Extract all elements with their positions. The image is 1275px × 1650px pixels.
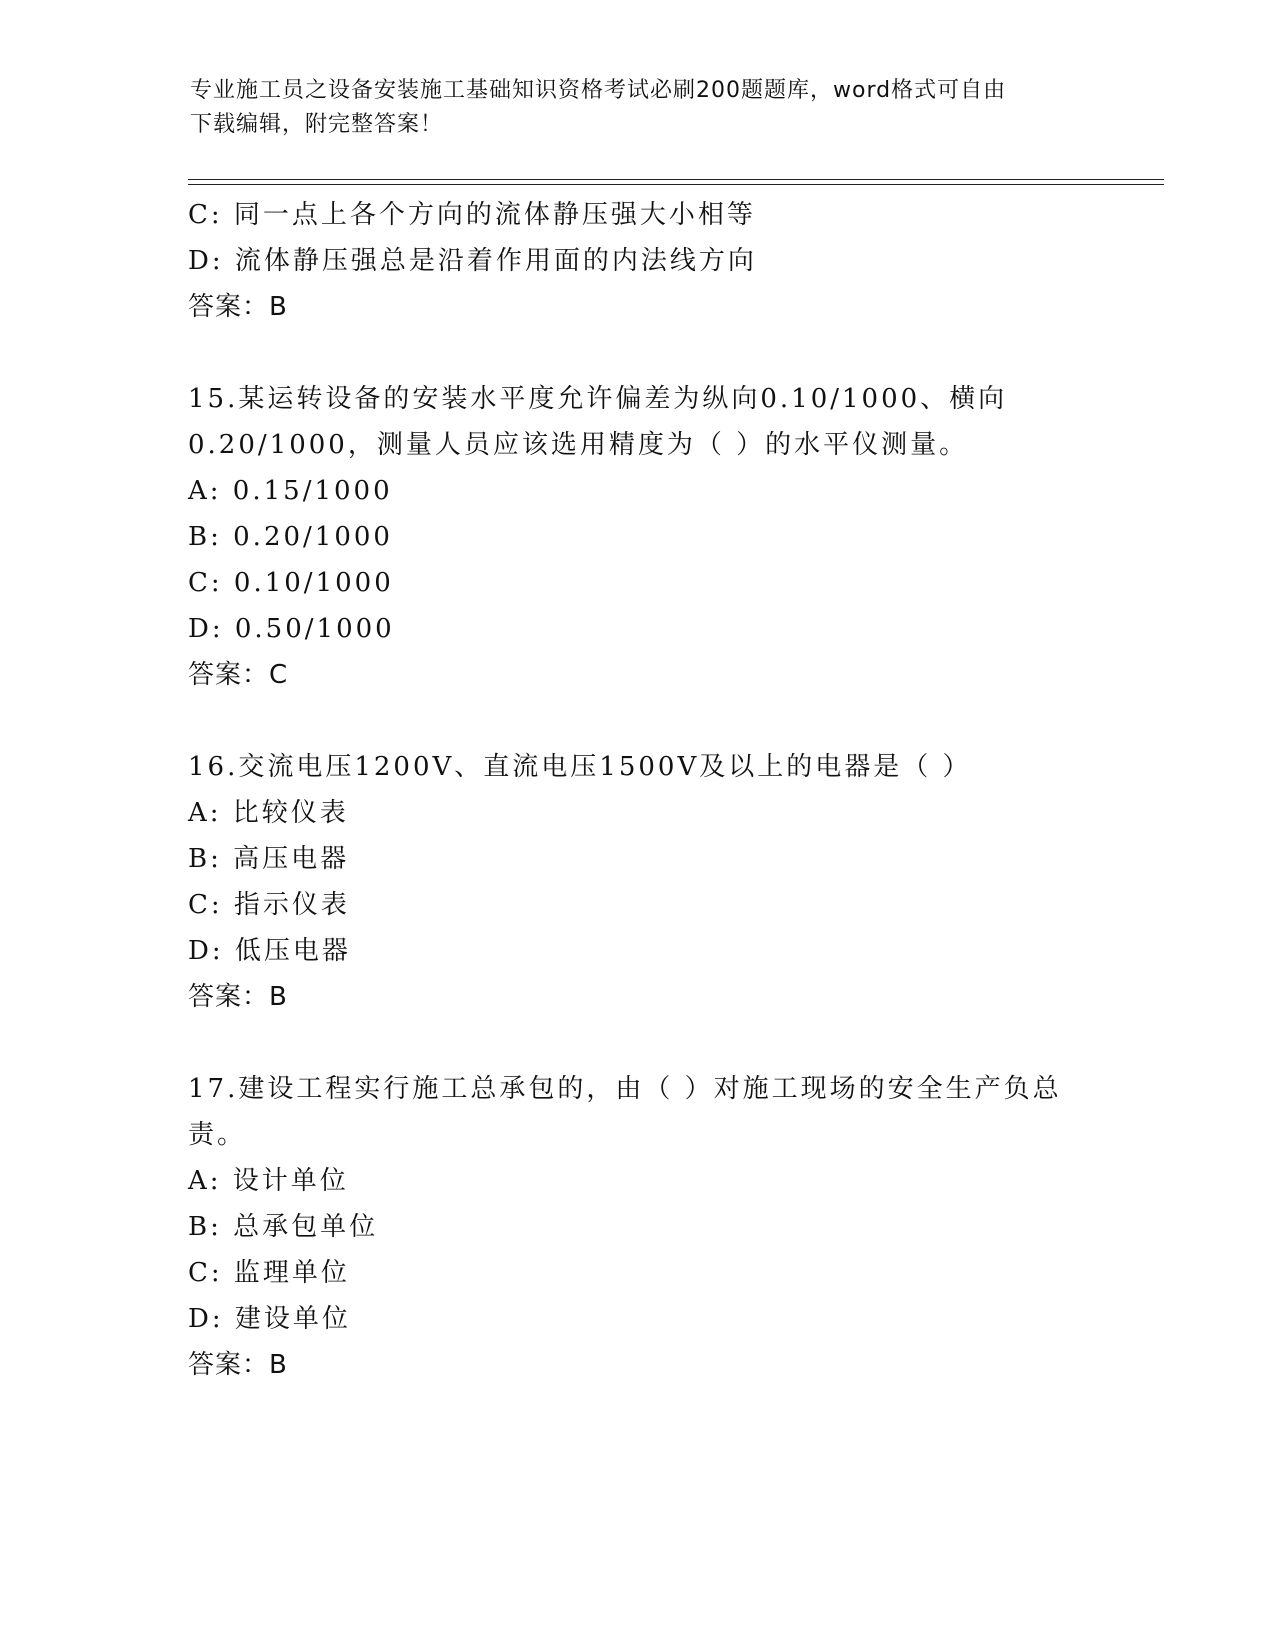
document-header	[190, 74, 1090, 142]
header-title-line2: 下载编辑，附完整答案！	[190, 112, 444, 137]
option-d: D: 0.50/1000	[188, 614, 395, 644]
question-stem-continued: 责。	[188, 1120, 247, 1150]
answer-line: 答案：B	[188, 982, 288, 1012]
option-a: A: 0.15/1000	[188, 476, 393, 506]
header-divider-top	[188, 179, 1164, 180]
option-c: C: 0.10/1000	[188, 568, 394, 598]
option-d: D: 低压电器	[188, 936, 351, 966]
answer-line: 答案：C	[188, 660, 289, 690]
question-15	[188, 376, 1088, 698]
question-stem: 17.建设工程实行施工总承包的，由（ ）对施工现场的安全生产负总	[188, 1074, 1062, 1104]
question-stem: 16.交流电压1200V、直流电压1500V及以上的电器是（ ）	[188, 752, 972, 782]
option-d: D: 建设单位	[188, 1304, 351, 1334]
option-d: D: 流体静压强总是沿着作用面的内法线方向	[188, 246, 757, 276]
header-divider-bottom	[188, 184, 1164, 185]
option-c: C: 同一点上各个方向的流体静压强大小相等	[188, 200, 756, 230]
header-title-line1: 专业施工员之设备安装施工基础知识资格考试必刷200题题库，word格式可自由	[190, 78, 1007, 103]
option-a: A: 设计单位	[188, 1166, 349, 1196]
option-b: B: 0.20/1000	[188, 522, 393, 552]
option-b: B: 高压电器	[188, 844, 350, 874]
question-17	[188, 1066, 1088, 1388]
option-c: C: 指示仪表	[188, 890, 350, 920]
answer-line: 答案：B	[188, 1350, 288, 1380]
question-content	[188, 192, 1088, 1388]
question-stem-continued: 0.20/1000，测量人员应该选用精度为（ ）的水平仪测量。	[188, 430, 969, 460]
option-c: C: 监理单位	[188, 1258, 350, 1288]
question-16	[188, 744, 1088, 1020]
option-b: B: 总承包单位	[188, 1212, 379, 1242]
question-stem: 15.某运转设备的安装水平度允许偏差为纵向0.10/1000、横向	[188, 384, 1008, 414]
option-a: A: 比较仪表	[188, 798, 349, 828]
answer-line: 答案：B	[188, 292, 288, 322]
